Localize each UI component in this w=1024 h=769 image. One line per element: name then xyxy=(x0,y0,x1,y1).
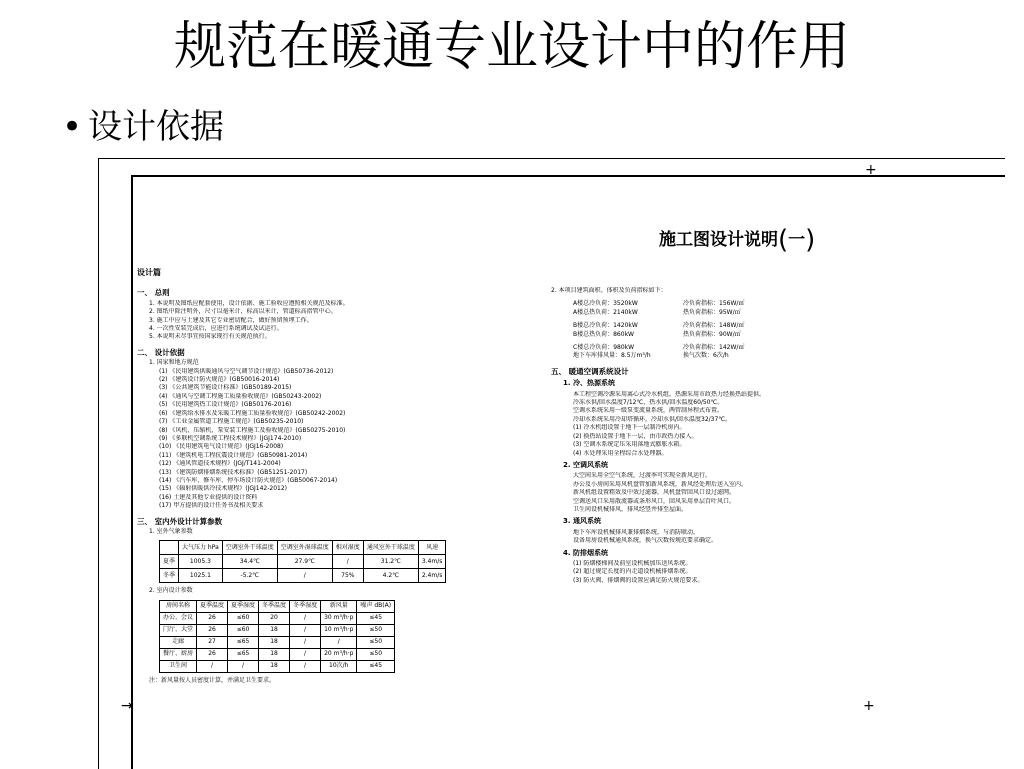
table-cell: 夏季温度 xyxy=(197,600,228,612)
text-line: 大空间采用全空气系统，过渡季可实现全新风运行。 xyxy=(573,472,712,480)
hvac-sub1: 1. 冷、热源系统 xyxy=(563,379,615,388)
table-cell: 餐厅、厨房 xyxy=(160,648,197,660)
table-cell: / xyxy=(290,648,321,660)
text-line: 卫生间设机械排风，排风经竖井排至屋面。 xyxy=(573,505,688,513)
table-cell: 18 xyxy=(259,624,290,636)
table-cell: 相对湿度 xyxy=(332,541,363,555)
text-line: (10) 《民用建筑电气设计规范》(JGJ16-2008) xyxy=(159,443,284,451)
load-pair-row xyxy=(551,322,971,330)
text-line: 冷却水系统采用冷却塔循环，冷却水供/回水温度32/37℃。 xyxy=(573,415,732,423)
load-heading: 2. 本项目建筑面积、体积及负荷指标如下： xyxy=(551,287,667,294)
bullet-item xyxy=(62,104,224,150)
text-line: (1) 防烟楼梯间及前室设机械加压送风系统。 xyxy=(573,559,692,567)
table-cell: 空调室外干球温度 xyxy=(222,541,277,555)
text-line: (14) 《汽车库、修车库、停车场设计防火规范》(GB50067-2014) xyxy=(159,476,338,484)
text-line: (12) 《通风管道技术规程》(JGJ/T141-2004) xyxy=(159,460,281,468)
table-cell: 18 xyxy=(259,648,290,660)
table-cell: 大气压力 hPa xyxy=(179,541,223,555)
table-cell: / xyxy=(228,660,259,672)
indoor-params-table xyxy=(159,600,395,673)
outdoor-params-table xyxy=(159,540,446,583)
text-line: 5. 本说明未尽事宜按国家现行有关规范执行。 xyxy=(149,333,271,341)
table-row xyxy=(160,624,395,636)
table-header-row xyxy=(160,600,395,612)
table-cell: 26 xyxy=(197,612,228,624)
table-cell: 空调室外湿球温度 xyxy=(277,541,332,555)
table-row xyxy=(160,555,446,569)
table-row xyxy=(160,660,395,672)
text-line: (15) 《辐射供暖供冷技术规程》(JGJ142-2012) xyxy=(159,485,287,493)
table-cell: 31.2℃ xyxy=(363,555,418,569)
table-cell: 冬季 xyxy=(160,569,179,583)
indoor-sub: 2. 室内设计参数 xyxy=(149,587,193,595)
table-cell: 房间名称 xyxy=(160,600,197,612)
text-line: (7) 《工业金属管道工程施工规范》(GB50235-2010) xyxy=(159,418,304,426)
table-cell xyxy=(160,541,179,555)
text-line: (16) 土建及其他专业提供的设计资料 xyxy=(159,493,258,501)
table-cell: 夏季湿度 xyxy=(228,600,259,612)
text-line: 3. 施工中应与土建及其它专业密切配合，做好预留预埋工作。 xyxy=(149,316,313,324)
section-hvac: 五、 暖通空调系统设计 xyxy=(551,366,629,376)
load-pair-value: 冷负荷指标：142W/㎡ xyxy=(683,344,745,352)
table-row xyxy=(160,612,395,624)
text-line: (1) 《民用建筑供暖通风与空气调节设计规范》(GB50736-2012) xyxy=(159,367,334,375)
table-cell: 18 xyxy=(259,660,290,672)
table-cell: 冬季温度 xyxy=(259,600,290,612)
table-cell: 通风室外干球温度 xyxy=(363,541,418,555)
load-pair-value: B楼总冷负荷：1420kW xyxy=(573,322,638,330)
crosshair-mark-icon: + xyxy=(865,162,877,178)
section-params: 三、 室内外设计计算参数 xyxy=(137,516,223,526)
hvac-sub2: 2. 空调风系统 xyxy=(563,460,608,469)
hvac-lines-3 xyxy=(551,529,971,546)
table-cell: 27.9℃ xyxy=(277,555,332,569)
table-cell: / xyxy=(290,636,321,648)
table-cell: ≤60 xyxy=(228,612,259,624)
text-line: 空调水系统采用一级泵变流量系统，两管制异程式布置。 xyxy=(573,407,724,415)
text-line: (8) 《风机、压缩机、泵安装工程施工及验收规范》(GB50275-2010) xyxy=(159,426,346,434)
table-cell: ≤65 xyxy=(228,648,259,660)
section-basis: 二、 设计依据 xyxy=(137,347,185,357)
text-line: 1. 本说明及图纸应配套使用，设计依据、施工验收应遵照相关规范及标准。 xyxy=(149,299,349,307)
text-line: (3) 防火阀、排烟阀的设置应满足防火规范要求。 xyxy=(573,576,704,584)
table-cell: 门厅、大堂 xyxy=(160,624,197,636)
design-heading: 设计篇 xyxy=(137,268,161,277)
table-cell: 18 xyxy=(259,636,290,648)
table-cell: ≤50 xyxy=(357,636,395,648)
hvac-sub3: 3. 通风系统 xyxy=(563,517,601,526)
load-pair-value: A楼总冷负荷：3520kW xyxy=(573,300,638,308)
text-line: (3) 《公共建筑节能设计标准》(GB50189-2015) xyxy=(159,384,292,392)
table-cell: 2.4m/s xyxy=(418,569,446,583)
text-line: 空调送风口采用散流器或条形风口，回风采用单层百叶风口。 xyxy=(573,497,736,505)
text-line: 新风机组设置粗效及中效过滤器，风机盘管回风口设过滤网。 xyxy=(573,489,736,497)
table-cell: 冬季湿度 xyxy=(290,600,321,612)
crosshair-mark-icon: + xyxy=(863,698,875,714)
table-row xyxy=(160,569,446,583)
hvac-lines-2 xyxy=(551,472,971,514)
table-cell: ≤50 xyxy=(357,648,395,660)
drawing-title-text: 施工图设计说明 xyxy=(659,230,778,250)
table-cell: 走廊 xyxy=(160,636,197,648)
text-line: 本工程空调冷源采用离心式冷水机组，热源采用市政热力经换热站提供。 xyxy=(573,390,766,398)
table-cell: 10 m³/h·p xyxy=(321,624,357,636)
drawing-sheet xyxy=(98,158,1005,769)
table-cell: 风速 xyxy=(418,541,446,555)
right-column xyxy=(551,287,971,585)
table-cell: / xyxy=(321,636,357,648)
load-pair-value: 地下车库排风量：8.5万m³/h xyxy=(573,352,651,360)
table-cell: 办公、会议 xyxy=(160,612,197,624)
table-cell: 噪声 dB(A) xyxy=(357,600,395,612)
load-pair-row xyxy=(551,331,971,339)
load-pair-row xyxy=(551,309,971,317)
load-pairs xyxy=(551,300,971,360)
table-cell: 20 m³/h·p xyxy=(321,648,357,660)
load-pair-value: B楼总热负荷：860kW xyxy=(573,330,634,338)
text-line: (13) 《建筑防烟排烟系统技术标准》(GB51251-2017) xyxy=(159,468,308,476)
text-line: (5) 《民用建筑热工设计规范》(GB50176-2016) xyxy=(159,401,292,409)
table-cell: -5.2℃ xyxy=(222,569,277,583)
load-pair-value: 换气次数：6次/h xyxy=(683,352,729,360)
text-line: 2. 图纸中除注明外，尺寸以毫米计，标高以米计，管道标高指管中心。 xyxy=(149,308,337,316)
table-cell: ≤65 xyxy=(228,636,259,648)
table-cell: 27 xyxy=(197,636,228,648)
hvac-lines-4 xyxy=(551,560,971,585)
load-pair-row xyxy=(551,300,971,308)
text-line: 地下车库设机械排风兼排烟系统，与消防联动。 xyxy=(573,528,700,536)
table-cell: 卫生间 xyxy=(160,660,197,672)
table-cell: / xyxy=(290,660,321,672)
table-cell: 新风量 xyxy=(321,600,357,612)
table-cell: / xyxy=(332,555,363,569)
table-cell: / xyxy=(197,660,228,672)
table-cell: 20 xyxy=(259,612,290,624)
general-lines xyxy=(137,300,497,342)
table-cell: 26 xyxy=(197,624,228,636)
table-cell: / xyxy=(290,612,321,624)
table-cell: 30 m³/h·p xyxy=(321,612,357,624)
text-line: 办公及小房间采用风机盘管加新风系统，新风经处理后送入室内。 xyxy=(573,480,748,488)
text-line: (4) 水处理采用全程综合水处理器。 xyxy=(573,449,668,457)
text-line: (2) 《建筑设计防火规范》(GB50016-2014) xyxy=(159,376,280,384)
load-pair-row xyxy=(551,352,971,360)
arrow-mark-icon: → xyxy=(121,698,133,714)
left-column xyxy=(137,269,497,685)
table-row xyxy=(160,636,395,648)
hvac-sub4: 4. 防排烟系统 xyxy=(563,548,608,557)
basis-lines xyxy=(137,368,497,511)
text-line: (11) 《建筑机电工程抗震设计规范》(GB50981-2014) xyxy=(159,451,308,459)
load-pair-value: A楼总热负荷：2140kW xyxy=(573,308,638,316)
table-cell: ≤45 xyxy=(357,660,395,672)
table-cell: / xyxy=(290,624,321,636)
load-pair-value: 冷负荷指标：156W/㎡ xyxy=(683,300,745,308)
basis-sub: 1. 国家和地方规范 xyxy=(149,359,199,367)
table-cell: 75% xyxy=(332,569,363,583)
text-line: 冷冻水供/回水温度7/12℃，热水供/回水温度60/50℃。 xyxy=(573,399,724,407)
text-line: (3) 空调水系统定压采用落地式膨胀水箱。 xyxy=(573,441,686,449)
table-cell: 34.4℃ xyxy=(222,555,277,569)
table-cell: 3.4m/s xyxy=(418,555,446,569)
load-pair-value: C楼总冷负荷：980kW xyxy=(573,344,635,352)
text-line: (1) 冷水机组设置于地下一层制冷机房内。 xyxy=(573,424,686,432)
table-cell: 1025.1 xyxy=(179,569,223,583)
table-cell: 1005.3 xyxy=(179,555,223,569)
bullet-text: 设计依据 xyxy=(88,107,224,147)
table-cell: 4.2℃ xyxy=(363,569,418,583)
drawing-title: 施工图设计说明(一) xyxy=(659,225,816,255)
table-cell: 26 xyxy=(197,648,228,660)
table-cell: 10次/h xyxy=(321,660,357,672)
load-pair-value: 热负荷指标：95W/㎡ xyxy=(683,308,741,316)
text-line: (2) 超过规定长度的内走道设机械排烟系统。 xyxy=(573,568,692,576)
text-line: (4) 《通风与空调工程施工质量验收规范》(GB50243-2002) xyxy=(159,392,322,400)
table-header-row xyxy=(160,541,446,555)
section-general: 一、 总则 xyxy=(137,288,170,298)
text-line: (2) 换热站设置于地下一层，由市政热力接入。 xyxy=(573,432,698,440)
text-line: 4. 一次性安装完成后，应进行系统调试及试运行。 xyxy=(149,325,283,333)
bullet-dot-icon: • xyxy=(62,107,83,147)
text-line: 设备用房设机械通风系统，换气次数按规范要求确定。 xyxy=(573,537,718,545)
table-row xyxy=(160,648,395,660)
load-pair-value: 热负荷指标：90W/㎡ xyxy=(683,330,741,338)
text-line: (6) 《建筑给水排水及采暖工程施工质量验收规范》(GB50242-2002) xyxy=(159,409,346,417)
params-note: 注：新风量按人员密度计算，并满足卫生要求。 xyxy=(149,676,276,684)
table-cell: ≤45 xyxy=(357,612,395,624)
table-cell: 夏季 xyxy=(160,555,179,569)
table-cell: / xyxy=(277,569,332,583)
text-line: (9) 《多联机空调系统工程技术规程》(JGJ174-2010) xyxy=(159,434,302,442)
slide-title: 规范在暖通专业设计中的作用 xyxy=(173,17,850,77)
text-line: (17) 甲方提供的设计任务书及相关要求 xyxy=(159,502,264,510)
drawing-title-number: 一 xyxy=(788,230,806,250)
table-cell: ≤50 xyxy=(357,624,395,636)
load-pair-value: 冷负荷指标：148W/㎡ xyxy=(683,322,745,330)
hvac-lines-1 xyxy=(551,391,971,458)
outdoor-sub: 1. 室外气象参数 xyxy=(149,527,193,535)
table-cell: ≤60 xyxy=(228,624,259,636)
